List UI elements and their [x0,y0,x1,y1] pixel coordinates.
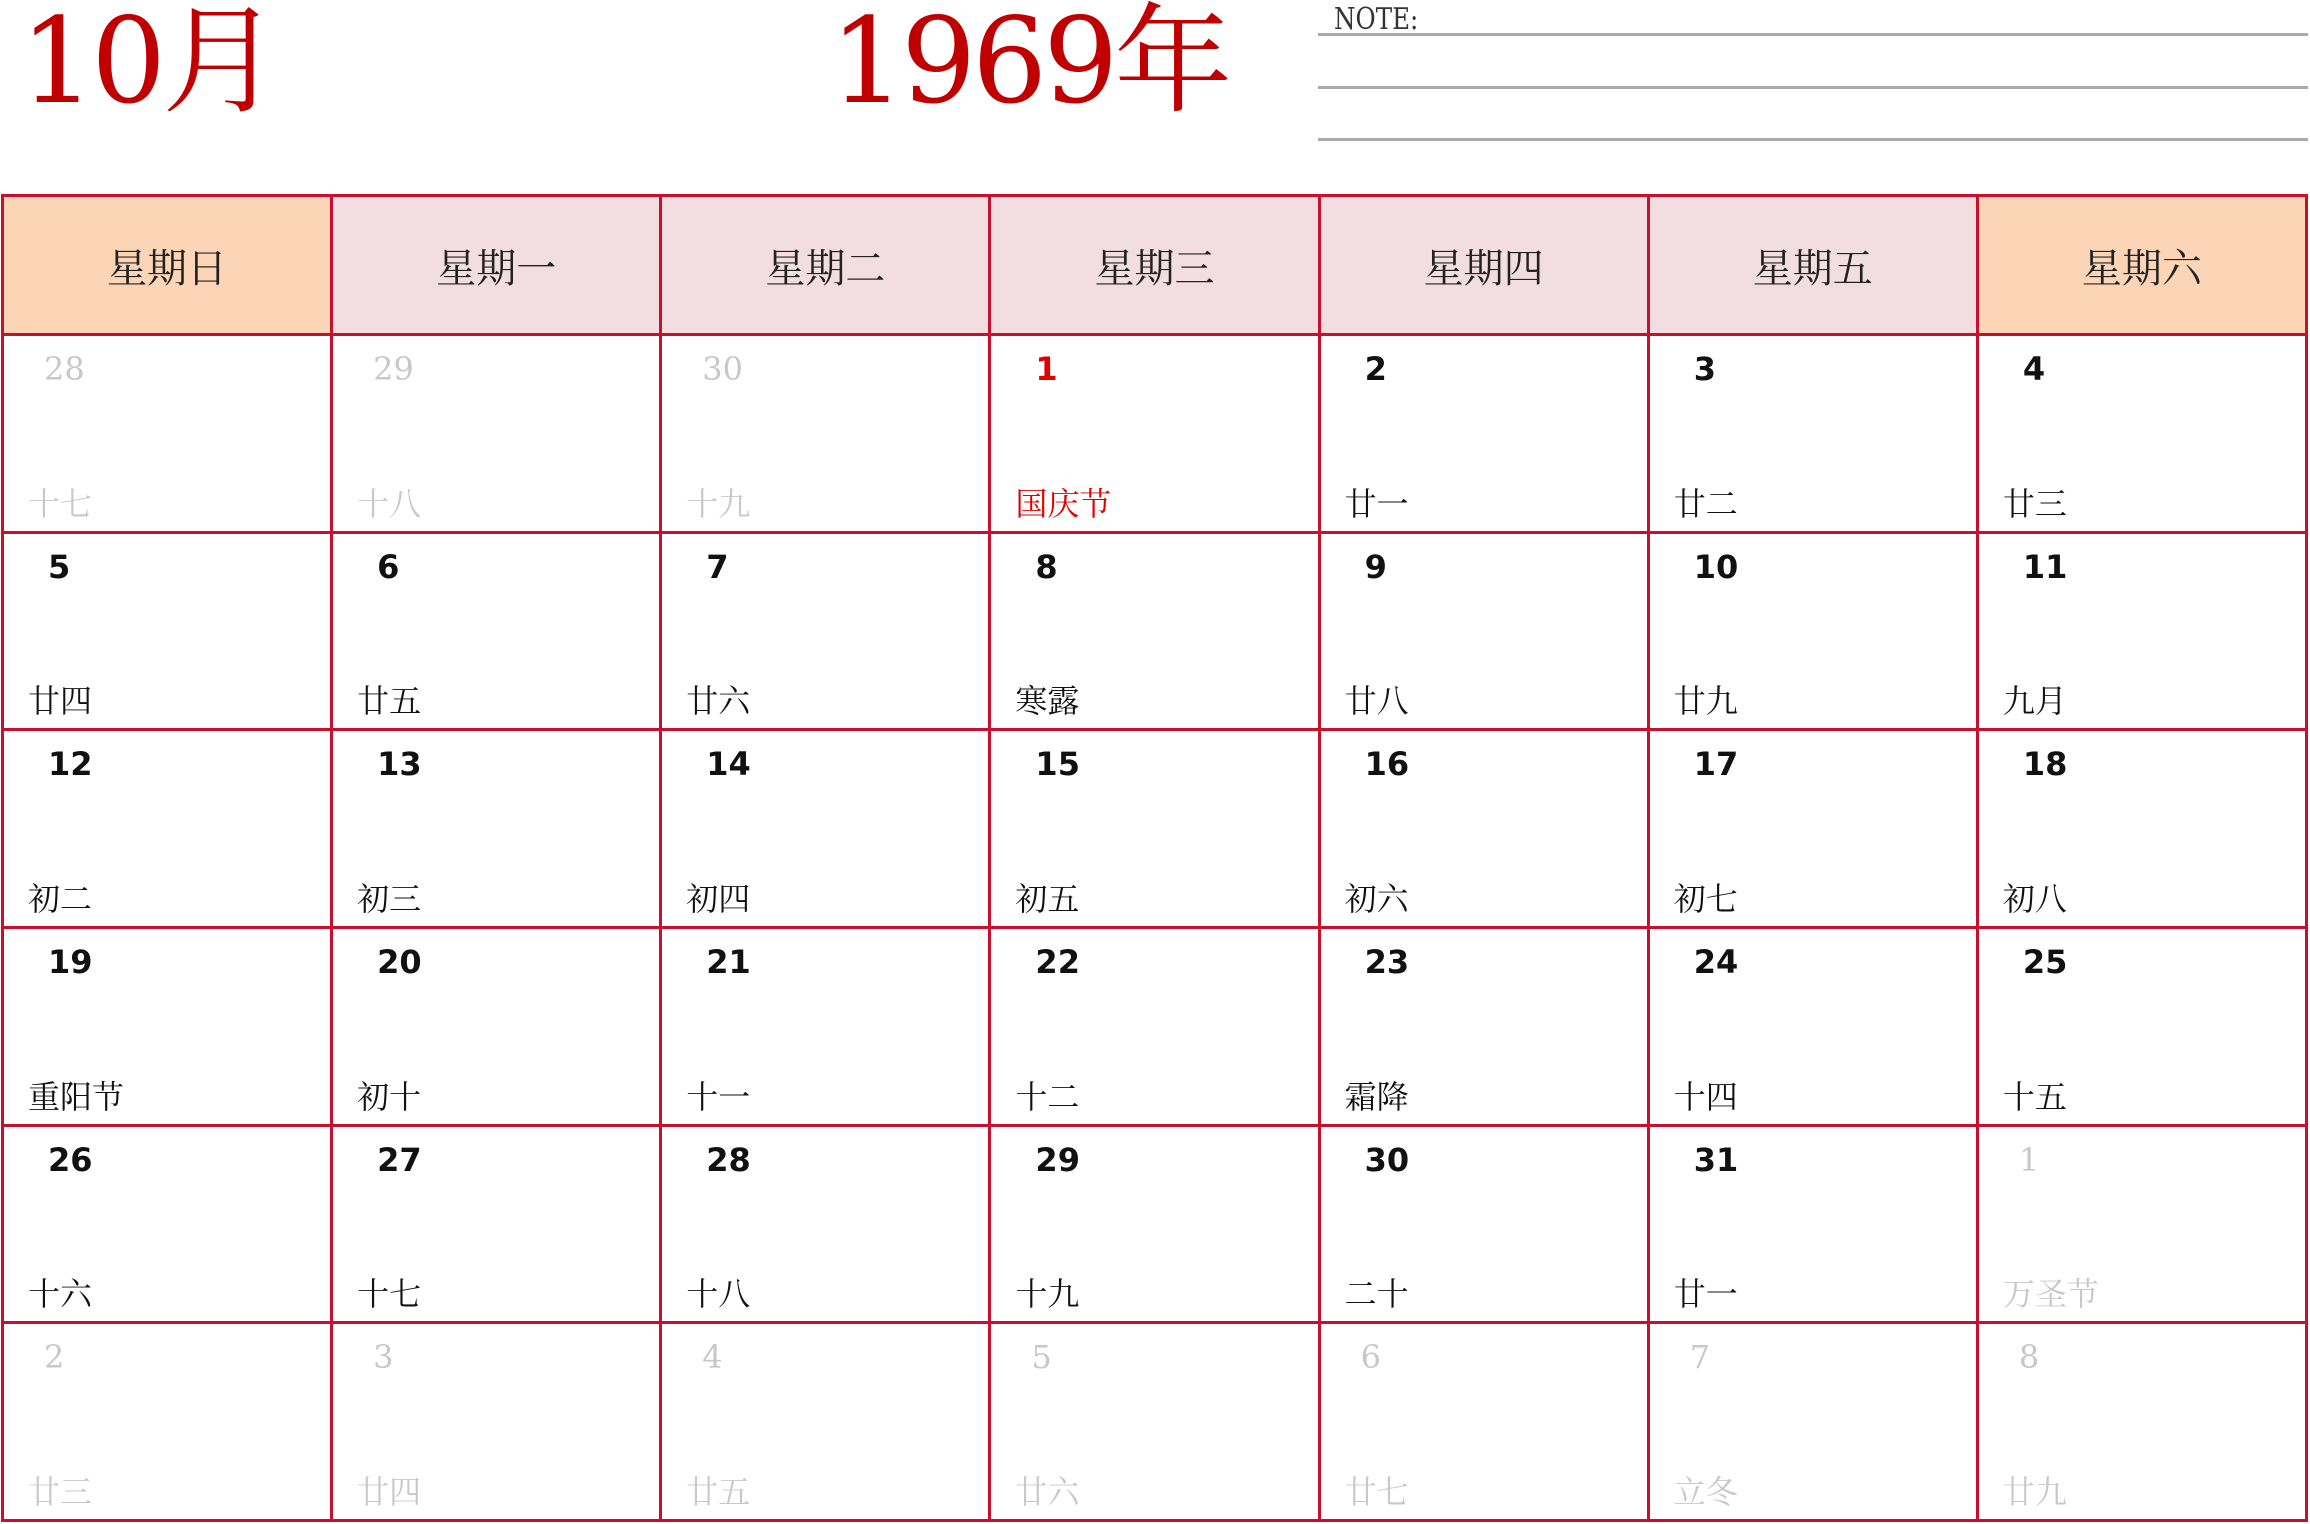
lunar-date: 廿六 [686,682,751,721]
lunar-date: 重阳节 [28,1077,125,1116]
day-number: 26 [48,1140,93,1179]
day-cell[interactable] [1977,927,2306,1125]
lunar-date: 廿五 [357,682,422,721]
day-number: 1 [2018,1140,2040,1179]
day-number: 20 [377,942,422,981]
day-number: 28 [44,350,85,388]
note-line [1318,86,2308,89]
note-label: NOTE: [1334,2,1419,37]
day-number: 7 [706,547,729,586]
day-cell[interactable] [1319,1125,1648,1323]
day-number: 6 [1360,1338,1381,1377]
day-cell[interactable] [1977,1323,2306,1521]
day-number: 9 [1364,547,1387,586]
lunar-date: 万圣节 [2002,1275,2099,1314]
day-cell[interactable] [990,1323,1319,1521]
day-cell[interactable] [990,532,1319,730]
weekday-header-saturday: 星期六 [1977,196,2306,335]
day-number: 22 [1035,942,1080,981]
day-number: 13 [377,745,422,784]
day-cell[interactable] [332,1125,661,1323]
day-number: 8 [2018,1338,2040,1377]
day-cell[interactable] [332,730,661,928]
day-number: 25 [2022,942,2068,981]
day-cell[interactable] [661,532,990,730]
weekday-header-row [3,196,2307,335]
lunar-date: 十九 [686,484,751,523]
lunar-date: 立冬 [1673,1473,1738,1511]
day-cell[interactable] [1977,335,2306,533]
lunar-date: 九月 [2002,682,2067,721]
lunar-date: 廿一 [1344,484,1409,523]
day-cell[interactable] [1648,532,1977,730]
note-line [1318,33,2308,36]
lunar-date: 初七 [1673,879,1738,918]
weekday-header-wednesday: 星期三 [990,196,1319,335]
lunar-date: 十五 [2002,1077,2067,1116]
day-number: 12 [48,745,93,784]
lunar-date: 廿九 [2002,1473,2067,1511]
calendar-body [3,335,2307,1521]
day-number: 29 [373,350,414,388]
day-cell[interactable] [1319,730,1648,928]
day-cell[interactable] [661,730,990,928]
lunar-date: 寒露 [1015,682,1080,721]
day-number: 4 [2022,350,2046,388]
week-row [3,335,2307,533]
day-number: 11 [2022,547,2068,586]
day-number: 16 [1364,745,1410,784]
day-cell[interactable] [1319,1323,1648,1521]
lunar-date: 十九 [1015,1275,1080,1314]
day-number: 28 [706,1140,751,1179]
lunar-date: 廿三 [28,1473,93,1511]
lunar-date: 二十 [1344,1275,1409,1314]
day-cell[interactable] [332,927,661,1125]
lunar-date: 廿二 [1673,484,1738,523]
lunar-date: 廿五 [686,1473,751,1511]
day-cell[interactable] [1648,730,1977,928]
day-cell[interactable] [1319,532,1648,730]
lunar-date: 国庆节 [1015,484,1112,523]
day-number: 23 [1364,942,1410,981]
day-cell[interactable] [1648,927,1977,1125]
lunar-date: 十一 [686,1077,751,1116]
lunar-date: 廿一 [1673,1275,1738,1314]
day-cell[interactable] [3,532,332,730]
weekday-header-thursday: 星期四 [1319,196,1648,335]
day-cell[interactable] [3,1323,332,1521]
day-number: 1 [1035,350,1058,388]
note-line [1318,138,2308,141]
lunar-date: 初三 [357,879,422,918]
weekday-header-monday: 星期一 [332,196,661,335]
day-cell[interactable] [1977,730,2306,928]
lunar-date: 廿四 [357,1473,422,1511]
day-number: 10 [1693,547,1739,586]
day-cell[interactable] [1319,927,1648,1125]
day-cell[interactable] [990,1125,1319,1323]
lunar-date: 十七 [28,484,93,523]
lunar-date: 十四 [1673,1077,1738,1116]
lunar-date: 廿八 [1344,682,1409,721]
day-number: 2 [1364,350,1387,388]
day-cell[interactable] [3,927,332,1125]
day-number: 30 [1364,1140,1410,1179]
lunar-date: 廿七 [1344,1473,1409,1511]
weekday-header-sunday: 星期日 [3,196,332,335]
lunar-date: 初四 [686,879,751,918]
day-cell[interactable] [332,335,661,533]
lunar-date: 初二 [28,879,93,918]
month-title: 10月 [20,0,277,130]
day-number: 30 [702,350,743,388]
day-number: 29 [1035,1140,1080,1179]
day-number: 6 [377,547,400,586]
week-row [3,532,2307,730]
day-number: 4 [702,1338,723,1377]
week-row [3,730,2307,928]
lunar-date: 初十 [357,1077,422,1116]
week-row [3,1323,2307,1521]
day-cell[interactable] [1648,1125,1977,1323]
day-cell[interactable] [990,730,1319,928]
lunar-date: 廿九 [1673,682,1738,721]
day-number: 5 [48,547,71,586]
week-row [3,1125,2307,1323]
day-cell[interactable] [1648,1323,1977,1521]
lunar-date: 十七 [357,1275,422,1314]
day-number: 3 [373,1338,394,1377]
day-number: 27 [377,1140,422,1179]
weekday-header-tuesday: 星期二 [661,196,990,335]
lunar-date: 初五 [1015,879,1080,918]
day-cell[interactable] [3,730,332,928]
week-row [3,927,2307,1125]
day-number: 2 [44,1338,65,1377]
lunar-date: 廿六 [1015,1473,1080,1511]
lunar-date: 霜降 [1344,1077,1409,1116]
day-number: 31 [1693,1140,1739,1179]
day-cell[interactable] [3,335,332,533]
day-cell[interactable] [990,335,1319,533]
year-title: 1969年 [830,0,1229,130]
lunar-date: 十二 [1015,1077,1080,1116]
day-cell[interactable] [1977,1125,2306,1323]
day-number: 14 [706,745,751,784]
day-number: 24 [1693,942,1739,981]
lunar-date: 十八 [686,1275,751,1314]
day-number: 19 [48,942,93,981]
day-cell[interactable] [661,927,990,1125]
lunar-date: 廿四 [28,682,93,721]
lunar-date: 初六 [1344,879,1409,918]
weekday-header-friday: 星期五 [1648,196,1977,335]
lunar-date: 十六 [28,1275,93,1314]
lunar-date: 初八 [2002,879,2067,918]
lunar-date: 十八 [357,484,422,523]
day-number: 21 [706,942,751,981]
day-cell[interactable] [332,532,661,730]
day-cell[interactable] [1648,335,1977,533]
day-number: 3 [1693,350,1716,388]
lunar-date: 廿三 [2002,484,2067,523]
day-cell[interactable] [661,1323,990,1521]
day-number: 15 [1035,745,1080,784]
day-number: 17 [1693,745,1739,784]
day-cell[interactable] [661,1125,990,1323]
day-number: 7 [1689,1338,1711,1377]
calendar-grid [1,194,2308,1522]
day-cell[interactable] [1977,532,2306,730]
day-cell[interactable] [990,927,1319,1125]
day-cell[interactable] [661,335,990,533]
day-number: 8 [1035,547,1058,586]
day-cell[interactable] [3,1125,332,1323]
day-number: 18 [2022,745,2068,784]
day-number: 5 [1031,1338,1052,1377]
day-cell[interactable] [332,1323,661,1521]
note-area[interactable] [1318,0,2308,145]
day-cell[interactable] [1319,335,1648,533]
